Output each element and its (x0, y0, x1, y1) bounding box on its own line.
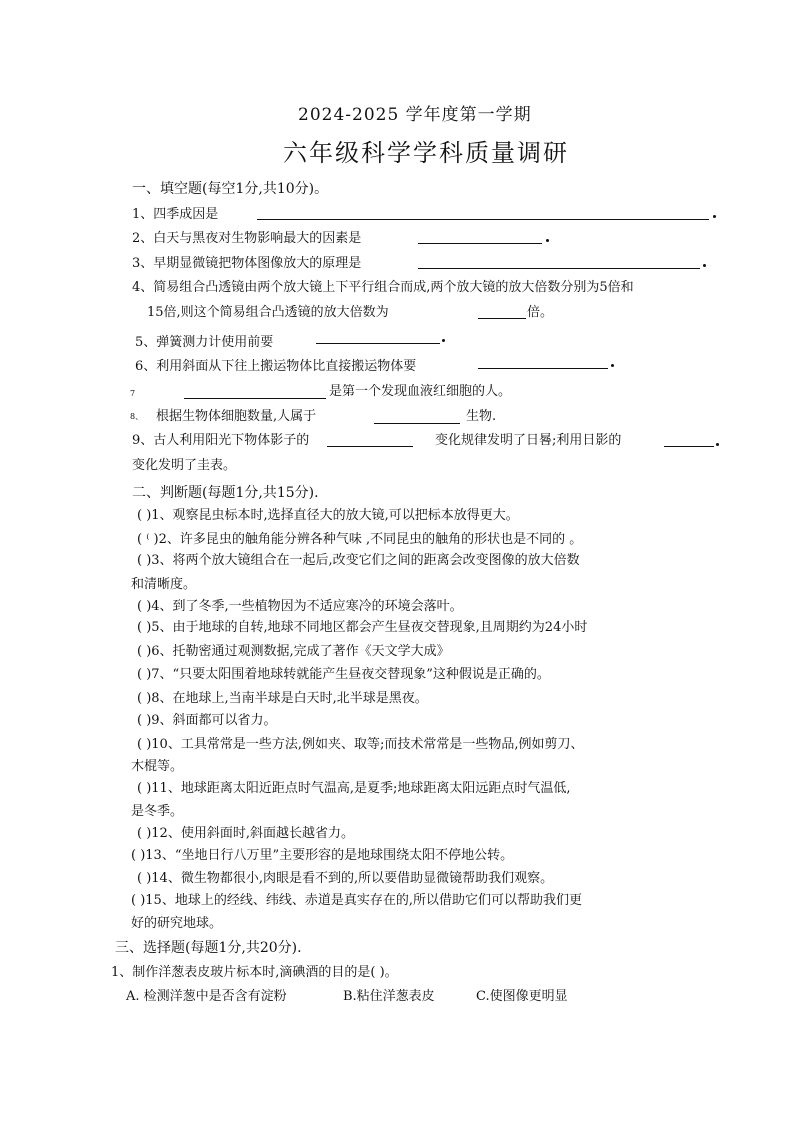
judge-item: ( )4、到了冬季,一些植物因为不适应寒冷的环境会落叶。 (137, 599, 463, 614)
judge-item-continued: 和清晰度。 (131, 577, 197, 592)
page-title: 六年级科学学科质量调研 (283, 139, 569, 167)
section2-heading: 二、判断题(每题1分,共15分). (132, 485, 319, 501)
fill-q9-blank1 (327, 446, 413, 447)
fill-q6: 6、利用斜面从下往上搬运物体比直接搬运物体要 (135, 359, 417, 374)
fill-q5: 5、弹簧测力计使用前要 (135, 335, 274, 350)
fill-q7-number: 7 (130, 389, 136, 398)
fill-q7-blank (184, 398, 326, 399)
fill-q1-period (713, 215, 716, 218)
fill-q4-suffix: 倍。 (527, 305, 554, 320)
school-year-line: 2024-2025 学年度第一学期 (298, 105, 532, 125)
fill-q3: 3、早期显微镜把物体图像放大的原理是 (132, 256, 362, 271)
judge-item: ( )11、地球距离太阳近距点时气温高,是夏季;地球距离太阳远距点时气温低, (137, 781, 571, 796)
fill-q6-blank (478, 368, 608, 369)
fill-q1-blank (257, 219, 709, 220)
fill-q2-period (546, 239, 549, 242)
judge-item: ( )9、斜面都可以省力。 (137, 713, 277, 728)
judge-item: ( )10、工具常常是一些方法,例如夹、取等;而技术常常是一些物品,例如剪刀、 (137, 737, 584, 752)
judge-item: ( )14、微生物都很小,肉眼是看不到的,所以要借助显微镜帮助我们观察。 (137, 871, 554, 886)
fill-q9-period (716, 443, 719, 446)
judge-item: ( )15、地球上的经线、纬线、赤道是真实存在的,所以借助它们可以帮助我们更 (131, 893, 582, 908)
judge-item: ( )13、“坐地日行八万里”主要形容的是地球围绕太阳不停地公转。 (131, 848, 514, 863)
section3-heading: 三、选择题(每题1分,共20分). (115, 940, 302, 956)
fill-q8: 根据生物体细胞数量,人属于 (156, 409, 317, 424)
fill-q2-blank (418, 243, 542, 244)
fill-q8-number: 8、 (130, 412, 144, 421)
fill-q4-line1: 4、简易组合凸透镜由两个放大镜上下平行组合而成,两个放大镜的放大倍数分别为5倍和 (132, 280, 634, 295)
fill-q7: 是第一个发现血液红细胞的人。 (329, 384, 512, 399)
fill-q9-line2: 变化发明了圭表。 (132, 458, 237, 473)
fill-q9-part2: 变化规律发明了日晷;利用日影的 (435, 433, 622, 448)
judge-item: ( )1、观察昆虫标本时,选择直径大的放大镜,可以把标本放得更大。 (137, 508, 519, 523)
judge-item-continued: 是冬季。 (131, 804, 184, 819)
fill-q4-line2: 15倍,则这个简易组合凸透镜的放大倍数为 (147, 305, 389, 320)
fill-q8-suffix: 生物. (466, 409, 497, 424)
choice-q1: 1、制作洋葱表皮玻片标本时,滴碘酒的目的是( )。 (111, 965, 398, 980)
judge-item-continued: 好的研究地球。 (131, 916, 223, 931)
fill-q9-part1: 9、古人利用阳光下物体影子的 (132, 433, 310, 448)
section1-heading: 一、填空题(每空1分,共10分)。 (132, 181, 329, 197)
fill-q3-period (703, 264, 706, 267)
choice-q1-option-c: C.使图像更明显 (476, 989, 568, 1004)
fill-q2: 2、白天与黑夜对生物影响最大的因素是 (132, 231, 362, 246)
fill-q4-blank (478, 318, 526, 319)
fill-q5-period (442, 339, 445, 342)
judge-item: ( )7、“只要太阳围着地球转就能产生昼夜交替现象”这种假说是正确的。 (137, 667, 550, 682)
judge-item: ( )6、托勒密通过观测数据,完成了著作《天文学大成》 (137, 644, 450, 659)
fill-q5-blank (316, 343, 440, 344)
fill-q9-blank2 (664, 446, 714, 447)
judge-item: ( ⁽ )2、许多昆虫的触角能分辨各种气味 ,不同昆虫的触角的形状也是不同的 。 (137, 532, 583, 547)
judge-item: ( )12、使用斜面时,斜面越长越省力。 (137, 826, 354, 841)
judge-item: ( )3、将两个放大镜组合在一起后,改变它们之间的距离会改变图像的放大倍数 (137, 553, 580, 568)
judge-item-continued: 木棍等。 (131, 759, 184, 774)
judge-item: ( )5、由于地球的自转,地球不同地区都会产生昼夜交替现象,且周期约为24小时 (137, 620, 588, 635)
fill-q3-blank (418, 268, 700, 269)
choice-q1-option-b: B.粘住洋葱表皮 (343, 989, 435, 1004)
judge-item: ( )8、在地球上,当南半球是白天时,北半球是黑夜。 (137, 691, 428, 706)
fill-q1: 1、四季成因是 (132, 207, 219, 222)
fill-q6-period (611, 364, 614, 367)
fill-q8-blank (374, 423, 460, 424)
choice-q1-option-a: A. 检测洋葱中是否含有淀粉 (126, 989, 287, 1004)
